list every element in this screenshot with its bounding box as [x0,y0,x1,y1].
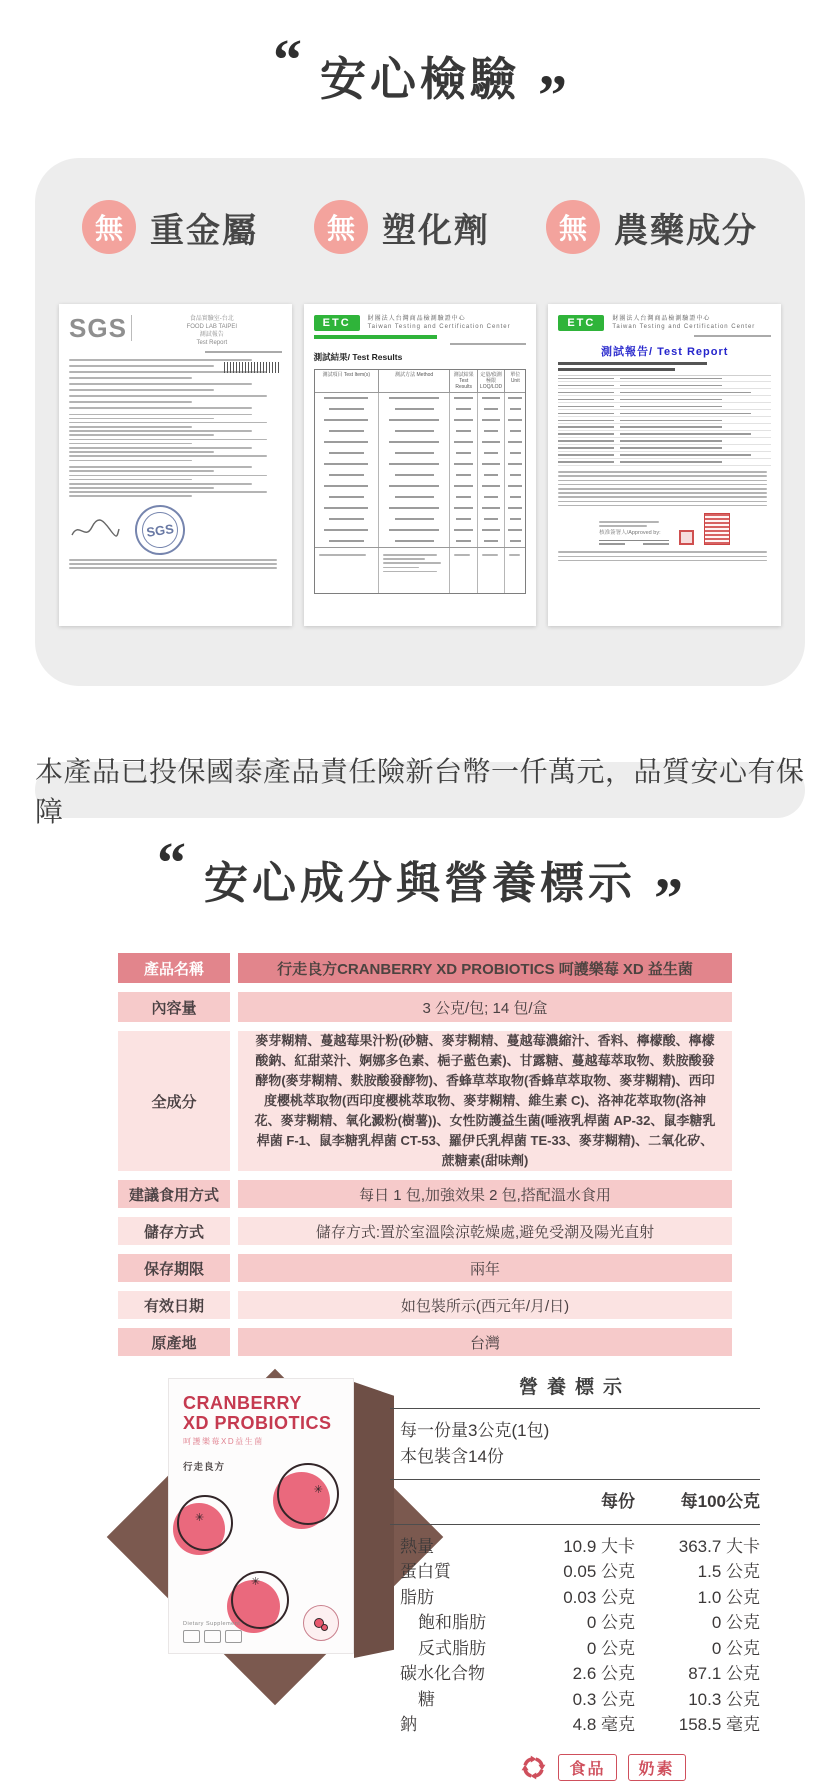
etc-test-results-document [304,304,537,626]
approved-by-label: 核准簽署人/Approved by: [599,530,661,537]
footer-badges [418,1754,788,1781]
etc-org-header: 財團法人台灣商品檢測驗證中心 Taiwan Testing and Certification Center [367,316,511,330]
etc-logo: ETC [314,315,360,331]
etc-logo: ETC [558,315,604,331]
red-seal-small [679,530,694,545]
row-shelf-life: 保存期限 兩年 [118,1254,732,1282]
nutrition-row-trans-fat: 反式脂肪 0 公克 0 公克 [418,1638,760,1658]
report-title: 測試報告/ Test Report [600,345,729,358]
barcode [224,362,280,373]
red-seal-large [704,513,730,545]
divider [390,1408,760,1409]
nutrition-row-fat: 脂肪 0.03 公克 1.0 公克 [400,1587,760,1607]
none-circle-icon: 無 [82,200,136,254]
nutrition-column-headers: 每份 每100公克 [601,1492,760,1511]
serving-size-line: 每一份量3公克(1包) [400,1421,550,1440]
nutrition-row-protein: 蛋白質 0.05 公克 1.5 公克 [400,1562,760,1581]
divider [390,1524,760,1525]
signature [69,517,121,543]
approval-stamps [558,513,771,545]
nutrition-row-sodium: 鈉 4.8 毫克 158.5 毫克 [400,1715,760,1734]
report-info-rows [558,375,771,467]
product-info-table [118,953,732,1356]
report-footnote-lines [69,559,282,569]
results-table-rows [315,393,526,547]
section1-title [0,27,840,128]
row-suggested-use: 建議食用方式 每日 1 包,加強效果 2 包,搭配溫水食用 [118,1180,732,1208]
cranberry-illustration: ✳ [231,1571,289,1629]
report-bottom-lines [558,551,771,561]
lacto-vegetarian-badge: 奶素 [628,1754,686,1781]
cranberry-illustration: ✳ [177,1495,233,1551]
nutrition-row-saturated-fat: 飽和脂肪 0 公克 0 公克 [418,1613,760,1632]
open-quote: “ [157,830,186,895]
row-content-amount: 內容量 3 公克/包; 14 包/盒 [118,992,732,1022]
green-strip [314,335,437,339]
row-origin: 原產地 台灣 [118,1328,732,1356]
badge-no-pesticide: 無 農藥成分 [546,200,758,254]
no-additive-badges [35,200,805,254]
servings-per-pack-line: 本包裝含14份 [400,1447,504,1466]
test-report-card [35,158,805,686]
box-side-panel [354,1382,394,1658]
box-maker-logo: 行走良方 [183,1462,226,1474]
row-product-name: 產品名稱 行走良方CRANBERRY XD PROBIOTICS 呵護樂莓 XD 益生菌 [118,953,732,983]
row-full-ingredients: 全成分 麥芽糊精、蔓越莓果汁粉(砂糖、麥芽糊精、蔓越莓濃縮汁、香料、檸檬酸、檸檬酸鈉、紅甜菜汁、婀娜多色素、梔子藍色素)、甘露糖、蔓越莓萃取物、麩胺酸發酵物(麥芽糊精、麩胺酸發酵物)、香蜂草萃取物(香蜂草萃取物、麥芽糊精)、西印度櫻桃萃取物(西印度櫻桃萃取物、麥芽糊精、維生素 C)、洛神花萃取物(洛神花、麥芽糊精、氧化澱粉(樹薯))、女性防護益生菌(唾液乳桿菌 AP-32、鼠李糖乳桿菌 F-1、鼠李糖乳桿菌 CT-53、羅伊氏乳桿菌 TE-33、麥芽糊精)、二氧化矽、蔗糖素(甜味劑) [118,1031,732,1171]
close-quote: ” [538,63,567,128]
food-type-badge: 食品 [558,1754,616,1781]
cranberry-illustration: ✳ [277,1463,339,1525]
section1-title-text: 安心檢驗 [320,52,520,105]
close-quote: ” [654,866,683,931]
badge-no-heavy-metal: 無 重金屬 [82,200,258,254]
section2-title [0,830,840,931]
report-footnote-lines [558,471,771,506]
row-storage: 儲存方式 儲存方式:置於室溫陰涼乾燥處,避免受潮及陽光直射 [118,1217,732,1245]
sgs-stamp-icon: SGS [132,502,188,558]
sgs-test-report-document [59,304,292,626]
box-front-panel [168,1378,354,1654]
box-footer-note: Dietary Supplement [183,1621,241,1627]
nutrition-title: 營養標示 [518,1377,631,1398]
badge-no-plasticizer: 無 塑化劑 [314,200,490,254]
row-expiry-date: 有效日期 如包裝所示(西元年/月/日) [118,1291,732,1319]
report-text-lines [69,466,282,497]
report-text-lines [69,414,282,462]
applicant-line [558,368,675,371]
box-footer [183,1621,341,1643]
results-table: 測試項目 Test Item(s) 測試方法 Method 測試結果 Test Results 定量/偵測極限 LOQ/LOD 單位 Unit [314,369,527,594]
nutrition-row-carbohydrate: 碳水化合物 2.6 公克 87.1 公克 [400,1664,760,1683]
open-quote: “ [273,27,302,92]
insurance-banner: 本產品已投保國泰產品責任險新台幣一仟萬元，品質安心有保障 [35,756,805,827]
box-subtitle: 呵護樂莓XD益生菌 [183,1437,264,1447]
sgs-logo: SGS [69,315,132,341]
product-box-image [128,1376,418,1670]
nutrition-row-sugar: 糖 0.3 公克 10.3 公克 [418,1689,760,1709]
results-title: 測試結果/ Test Results [313,351,403,362]
sgs-lab-header: 食品實驗室-台北 FOOD LAB TAIPEI 測試報告 Test Report [186,316,238,346]
nutrition-facts-panel [390,1372,760,1781]
box-round-seal [303,1605,339,1641]
results-table-last-row [315,547,526,593]
applicant-line [558,362,707,365]
section2-title-text: 安心成分與營養標示 [204,858,636,908]
nutrition-row-calories: 熱量 10.9 大卡 363.7 大卡 [400,1536,760,1556]
none-circle-icon: 無 [314,200,368,254]
etc-test-report-document [548,304,781,626]
none-circle-icon: 無 [546,200,600,254]
recycling-icon [520,1754,547,1781]
test-report-documents [59,304,781,626]
etc-org-header: 財團法人台灣商品檢測驗證中心 Taiwan Testing and Certification Center [612,316,756,330]
divider [390,1479,760,1480]
box-brand-name: CRANBERRY XD PROBIOTICS [183,1393,332,1434]
